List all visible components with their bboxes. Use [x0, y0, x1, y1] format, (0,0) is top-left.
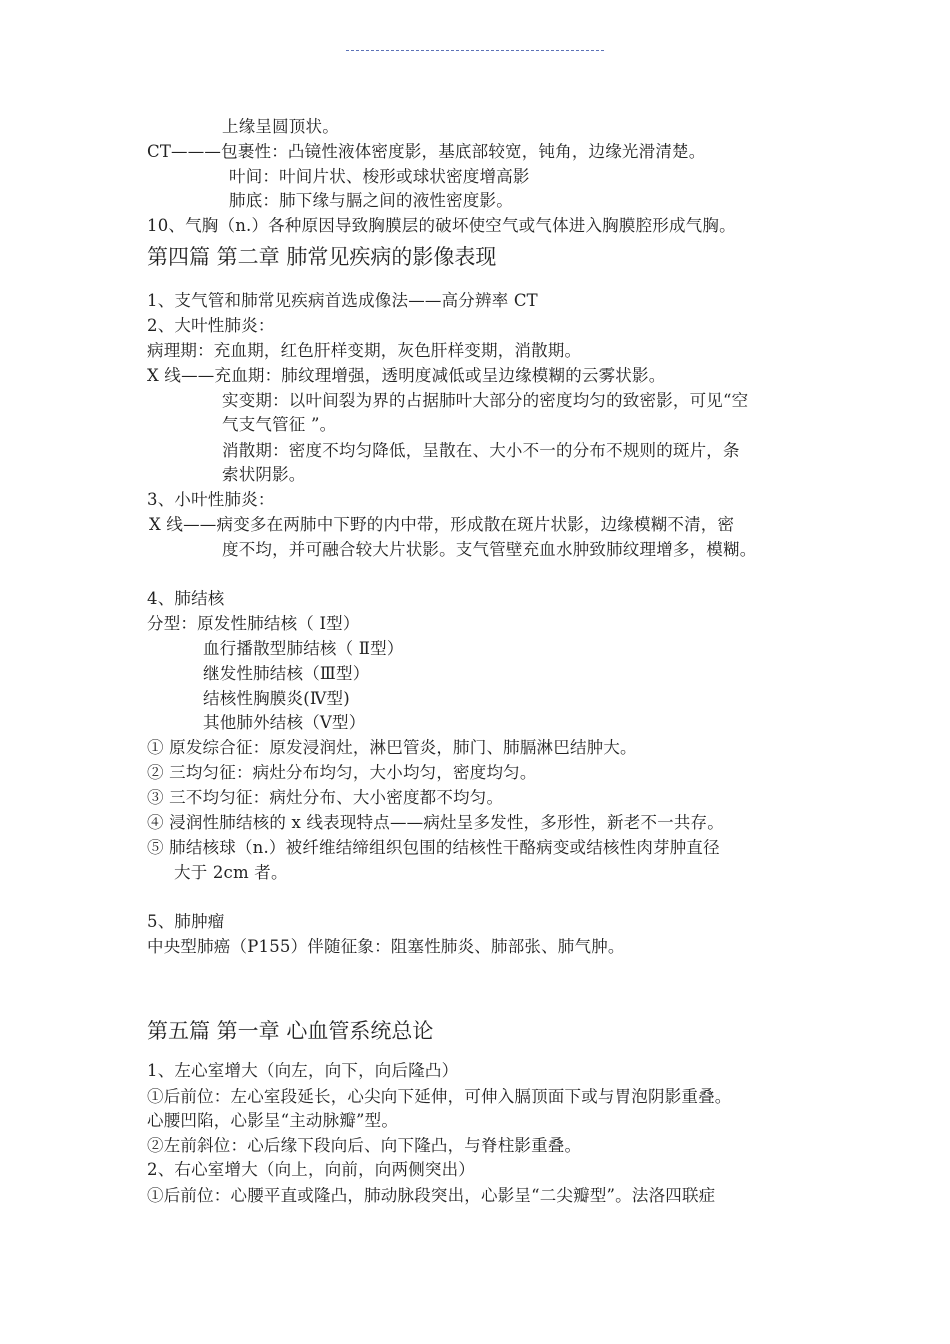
text-line: 气支气管征 ”。 [222, 415, 337, 434]
header-dashed-rule [346, 50, 604, 51]
text-line: 中央型肺癌（P155）伴随征象：阻塞性肺炎、肺部张、肺气肿。 [147, 937, 625, 956]
text-line: 1、支气管和肺常见疾病首选成像法——高分辨率 CT [147, 291, 538, 310]
text-line: ① 原发综合征：原发浸润灶，淋巴管炎，肺门、肺膈淋巴结肿大。 [147, 738, 637, 757]
text-line: 消散期：密度不均匀降低，呈散在、大小不一的分布不规则的斑片，条 [222, 441, 740, 460]
text-line: 10、气胸（n.）各种原因导致胸膜层的破坏使空气或气体进入胸膜腔形成气胸。 [147, 216, 736, 235]
text-line: 病理期：充血期，红色肝样变期，灰色肝样变期，消散期。 [147, 341, 582, 360]
text-line: 结核性胸膜炎(Ⅳ型) [203, 689, 350, 708]
text-line: 上缘呈圆顶状。 [222, 117, 339, 136]
text-line: 3、小叶性肺炎： [147, 490, 275, 509]
chapter-heading: 第五篇 第一章 心血管系统总论 [147, 1019, 434, 1043]
text-line: 实变期：以叶间裂为界的占据肺叶大部分的密度均匀的致密影，可见“空 [222, 391, 749, 410]
text-line: ①后前位：心腰平直或隆凸，肺动脉段突出，心影呈“二尖瓣型”。法洛四联症 [147, 1186, 716, 1205]
text-line: 度不均，并可融合较大片状影。支气管壁充血水肿致肺纹理增多，模糊。 [222, 540, 757, 559]
text-line: 分型：原发性肺结核（ Ⅰ型） [147, 614, 360, 633]
text-line: 其他肺外结核（Ⅴ型） [203, 713, 366, 732]
text-line: ⑤ 肺结核球（n.）被纤维结缔组织包围的结核性干酪病变或结核性肉芽肿直径 [147, 838, 720, 857]
text-line: 大于 2cm 者。 [174, 863, 288, 882]
text-line: 继发性肺结核（Ⅲ型） [203, 664, 370, 683]
text-line: ①后前位：左心室段延长，心尖向下延伸，可伸入膈顶面下或与胃泡阴影重叠。 [147, 1087, 732, 1106]
text-line: X 线——充血期：肺纹理增强，透明度减低或呈边缘模糊的云雾状影。 [147, 366, 666, 385]
text-line: 2、右心室增大（向上，向前，向两侧突出） [147, 1160, 475, 1179]
text-line: ④ 浸润性肺结核的 x 线表现特点——病灶呈多发性，多形性，新老不一共存。 [147, 813, 724, 832]
text-line: ②左前斜位：心后缘下段向后、向下隆凸，与脊柱影重叠。 [147, 1136, 582, 1155]
text-line: 2、大叶性肺炎： [147, 316, 275, 335]
text-line: 索状阴影。 [222, 465, 306, 484]
text-line: 5、肺肿瘤 [147, 912, 225, 931]
text-line: 心腰凹陷，心影呈“主动脉瓣”型。 [147, 1111, 399, 1130]
text-line: ③ 三不均匀征：病灶分布、大小密度都不均匀。 [147, 788, 504, 807]
text-line: 1、左心室增大（向左，向下，向后隆凸） [147, 1061, 459, 1080]
chapter-heading: 第四篇 第二章 肺常见疾病的影像表现 [147, 245, 497, 269]
text-line: 肺底：肺下缘与膈之间的液性密度影。 [229, 191, 513, 210]
text-line: 叶间：叶间片状、梭形或球状密度增高影 [229, 167, 530, 186]
text-line: X 线——病变多在两肺中下野的内中带，形成散在斑片状影，边缘模糊不清，密 [149, 515, 735, 534]
text-line: 4、肺结核 [147, 589, 225, 608]
text-line: ② 三均匀征：病灶分布均匀，大小均匀，密度均匀。 [147, 763, 537, 782]
text-line: CT———包裹性：凸镜性液体密度影，基底部较宽，钝角，边缘光滑清楚。 [147, 142, 706, 161]
text-line: 血行播散型肺结核（ Ⅱ型） [203, 639, 404, 658]
